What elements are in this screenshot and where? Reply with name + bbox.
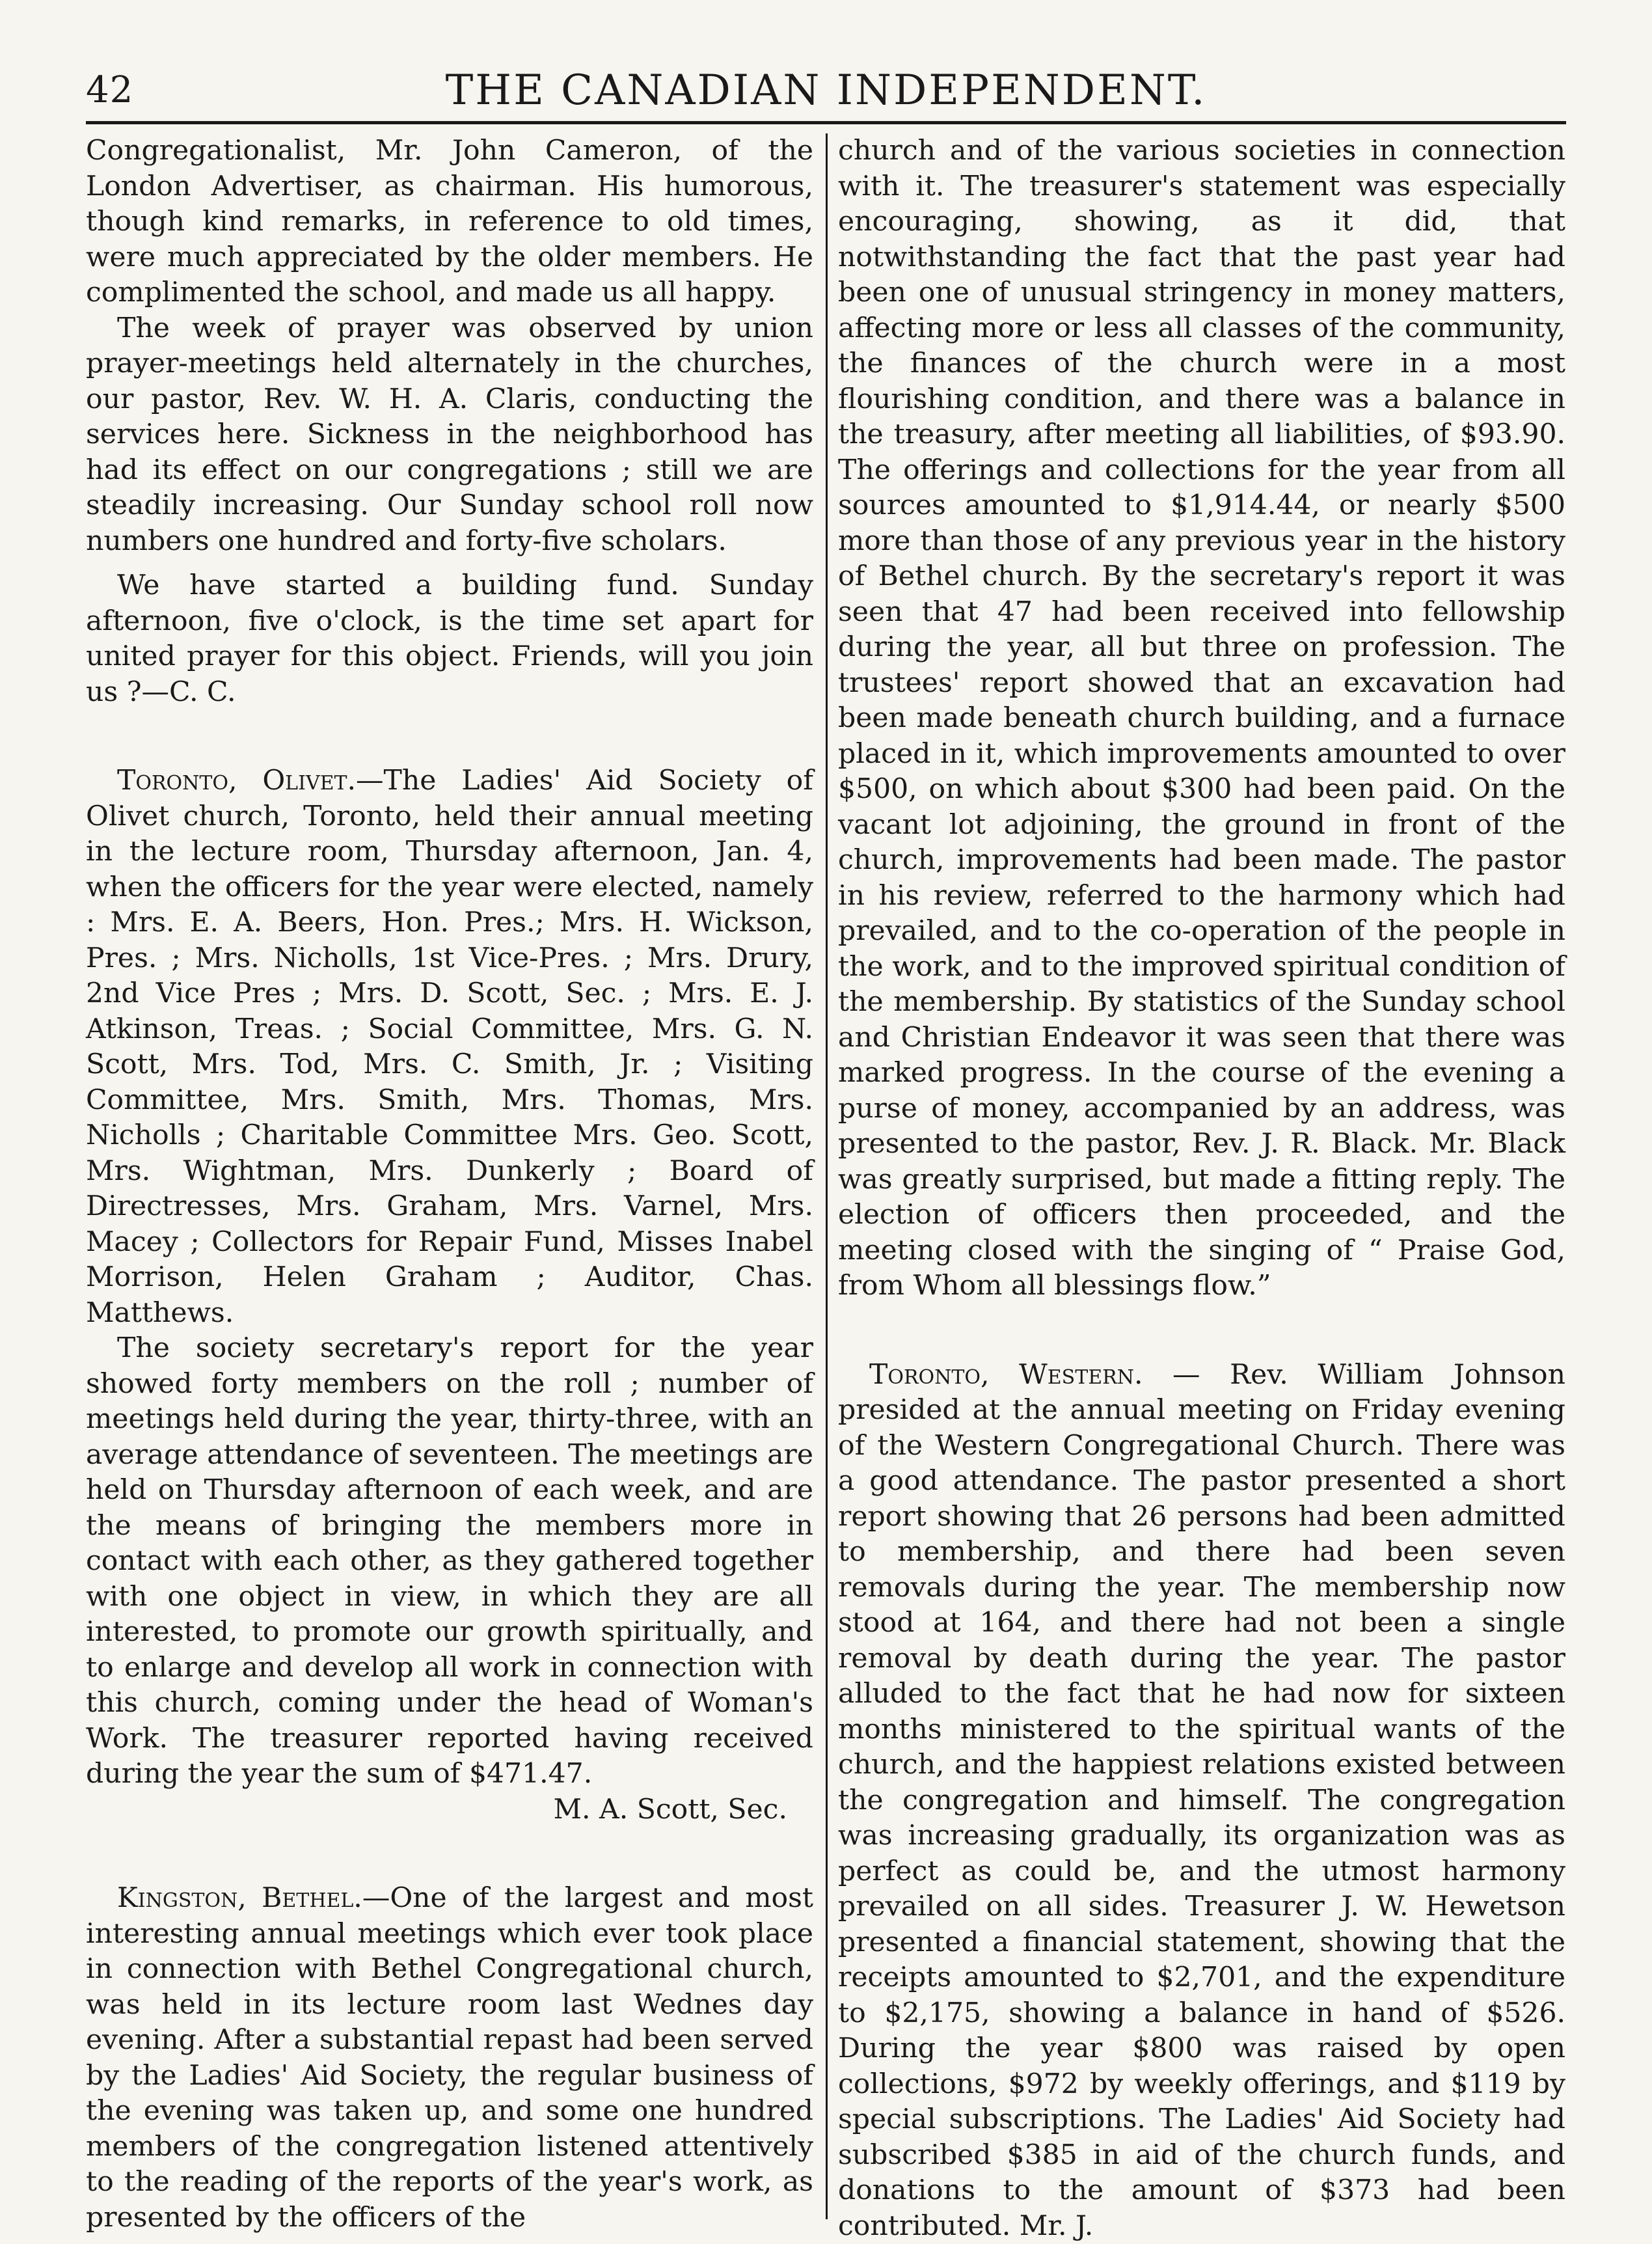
journal-title: THE CANADIAN INDEPENDENT. bbox=[445, 66, 1207, 115]
kingston-place-heading: Kingston, Bethel. bbox=[117, 1882, 362, 1914]
olivet-article bbox=[86, 763, 813, 1331]
building-fund-paragraph: We have started a building fund. Sunday afternoon, five o'clock, is the time set apart for united prayer for this object. Friends, will you join us ?—C. C. bbox=[86, 569, 813, 708]
olivet-text: —The Ladies' Aid Society of Olivet church, Toronto, held their annual meeting in the lecture room, Thursday afternoon, Jan. 4, when the officers for the year were elected, namely : Mrs. E. A. Beers, Hon. Pres.; Mrs. H. Wickson, Pres. ; Mrs. Nicholls, 1st Vice-Pres. ; Mrs. Drury, 2nd Vice Pres ; Mrs. D. Scott, Sec. ; Mrs. E. J. Atkinson, Treas. ; Social Committee, Mrs. G. N. Scott, Mrs. Tod, Mrs. C. Smith, Jr. ; Visiting Committee, Mrs. Smith, Mrs. Thomas, Mrs. Nicholls ; Charitable Committee Mrs. Geo. Scott, Mrs. Wightman, Mrs. Dunkerly ; Board of Directresses, Mrs. Graham, Mrs. Varnel, Mrs. Macey ; Collectors for Repair Fund, Misses Inabel Morrison, Helen Graham ; Auditor, Chas. Matthews. bbox=[86, 765, 813, 1329]
page-number: 42 bbox=[86, 69, 134, 111]
western-text: — Rev. William Johnson presided at the annual meeting on Friday evening of the Western Congregational Church. There was a good attendance. The pastor presented a short report showing that 26 persons had been admitted to membership, and there had been seven removals during the year. The membership now stood at 164, and there had not been a single removal by death during the year. The pastor alluded to the fact that he had now for sixteen months ministered to the spiritual wants of the church, and the happiest relations existed between the congregation and himself. The congregation was increasing gradually, its organization was as perfect as could be, and the utmost harmony prevailed on all sides. Treasurer J. W. Hewetson presented a financial statement, showing that the receipts amounted to $2,701, and the expenditure to $2,175, showing a balance in hand of $526. During the year $800 was raised by open collections, $972 by weekly offerings, and $119 by special subscriptions. The Ladies' Aid Society had subscribed $385 in aid of the church funds, and donations to the amount of $373 had been contributed. Mr. J. bbox=[838, 1358, 1566, 2242]
olivet-place-heading: Toronto, Olivet. bbox=[117, 765, 357, 797]
olivet-signature: M. A. Scott, Sec. bbox=[553, 1793, 787, 1826]
western-place-heading: Toronto, Western. bbox=[869, 1358, 1143, 1391]
cameron-paragraph: Congregationalist, Mr. John Cameron, of the London Advertiser, as chairman. His humorous, though kind remarks, in reference to old times, were much appreciated by the older members. He complimented the school, and made us all happy. bbox=[86, 135, 813, 308]
western-article bbox=[838, 1358, 1565, 2244]
page-header bbox=[86, 64, 1566, 116]
bethel-continuation: church and of the various societies in connection with it. The treasurer's statement was especially encouraging, showing, as it did, that notwithstanding the fact that the past year had been one of unusual stringency in money matters, affecting more or less all classes of the community, the finances of the church were in a most flourishing condition, and there was a balance in the treasury, after meeting all liabilities, of $93.90. The offerings and collections for the year from all sources amounted to $1,914.44, or nearly $500 more than those of any previous year in the history of Bethel church. By the secretary's report it was seen that 47 had been received into fellowship during the year, all but three on profession. The trustees' report showed that an excavation had been made beneath church building, and a furnace placed in it, which improvements amounted to over $500, on which about $300 had been paid. On the vacant lot adjoining, the ground in front of the church, improvements had been made. The pastor in his review, referred to the harmony which had prevailed, and to the co-operation of the people in the work, and to the improved spiritual condition of the membership. By statistics of the Sunday school and Christian Endeavor it was seen that there was marked progress. In the course of the evening a purse of money, accompanied by an address, was presented to the pastor, Rev. J. R. Black. Mr. Black was greatly surprised, but made a fitting reply. The election of officers then proceeded, and the meeting closed with the singing of “ Praise God, from Whom all blessings flow.” bbox=[838, 135, 1565, 1302]
right-column bbox=[838, 133, 1566, 2242]
olivet-report-paragraph bbox=[86, 1331, 813, 1827]
kingston-article bbox=[86, 1881, 813, 2236]
olivet-report: The society secretary's report for the year showed forty members on the roll ; number of meetings held during the year, thirty-three, with an average attendance of seventeen. The meetings are held on Thursday afternoon of each week, and are the means of bringing the members more in contact with each other, as they gathered together with one object in view, in which they are all interested, to promote our growth spiritually, and to enlarge and develop all work in connection with this church, coming under the head of Woman's Work. The treasurer reported having received during the year the sum of $471.47. bbox=[86, 1332, 813, 1790]
week-of-prayer-paragraph: The week of prayer was observed by union prayer-meetings held alternately in the churches, our pastor, Rev. W. H. A. Claris, conducting the services here. Sickness in the neighborhood has had its effect on our congregations ; still we are steadily increasing. Our Sunday school roll now numbers one hundred and forty-five scholars. bbox=[86, 312, 813, 557]
left-column bbox=[86, 133, 813, 2234]
header-rule bbox=[86, 121, 1566, 124]
kingston-text: —One of the largest and most interesting annual meetings which ever took place in connection with Bethel Congregational church, was held in its lecture room last Wednes day evening. After a substantial repast had been served by the Ladies' Aid Society, the regular business of the evening was taken up, and some one hundred members of the congregation listened attentively to the reading of the reports of the year's work, as presented by the officers of the bbox=[86, 1882, 813, 2234]
column-divider bbox=[826, 133, 828, 2219]
